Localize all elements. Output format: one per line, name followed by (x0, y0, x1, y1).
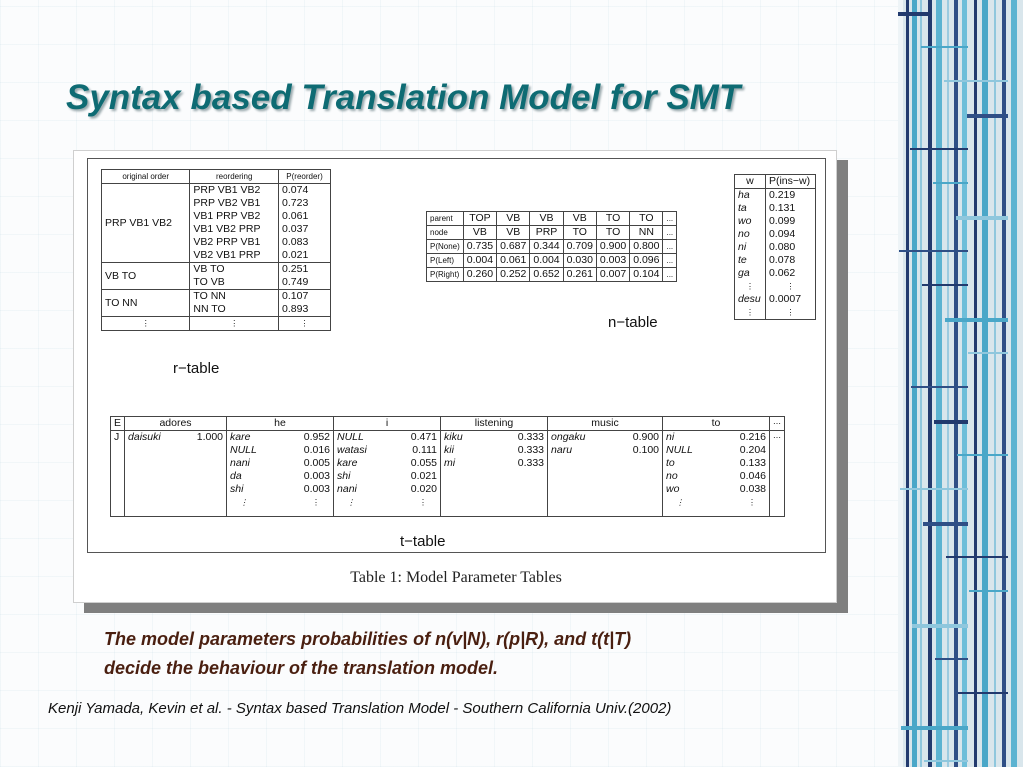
ellipsis: ⋮ (102, 317, 190, 331)
t-table-e-label: E (111, 417, 125, 431)
t-table-prob: 0.005 (303, 457, 331, 469)
t-table-prob: 0.952 (303, 431, 331, 443)
r-table (101, 169, 331, 331)
r-table-reordering: TO NN (193, 290, 226, 302)
ins-table-prob: 0.062 (768, 267, 796, 279)
n-table-node: VB (497, 226, 530, 240)
t-table-entry (337, 457, 437, 470)
ins-table-body (735, 189, 816, 320)
n-table-parent: TO (596, 212, 629, 226)
t-table-more: ⋯ (770, 417, 785, 431)
n-table-value: 0.030 (563, 254, 596, 268)
ins-table-word: desu (738, 293, 761, 305)
n-table-more: ... (663, 226, 677, 240)
n-table-value: 0.252 (497, 268, 530, 282)
n-table-value: 0.687 (497, 240, 530, 254)
slide-title: Syntax based Translation Model for SMT (66, 78, 741, 117)
t-table-japanese-word: daisuki (128, 431, 161, 443)
r-table-prob: 0.037 (282, 223, 309, 235)
r-table-original: PRP VB1 VB2 (102, 184, 190, 263)
ellipsis: ⋮ (419, 498, 428, 507)
n-table-value: 0.260 (463, 268, 496, 282)
t-table-japanese-word: da (230, 470, 242, 482)
ins-table-probs (765, 189, 815, 320)
t-table-prob: 0.055 (410, 457, 438, 469)
ins-table-prob: 0.131 (768, 202, 796, 214)
r-table-reordering: TO VB (193, 276, 225, 288)
n-table-value: 0.735 (463, 240, 496, 254)
t-table-translations (663, 431, 770, 517)
n-table-label: n−table (608, 314, 658, 331)
t-table-english-word: adores (125, 417, 227, 431)
n-table-value: 0.652 (530, 268, 563, 282)
ellipsis: ⋮ (190, 317, 279, 331)
t-table-prob: 0.333 (517, 457, 545, 469)
ins-table-word: ga (738, 267, 750, 279)
n-table-value: 0.709 (563, 240, 596, 254)
t-table-entry (337, 483, 437, 496)
t-table-japanese-word: kii (444, 444, 454, 456)
tables-frame (87, 158, 826, 553)
n-table-value: 0.003 (596, 254, 629, 268)
n-table-more: ... (663, 212, 677, 226)
t-table-prob: 0.016 (303, 444, 331, 456)
n-table-value: 0.096 (630, 254, 663, 268)
ins-table-word: wo (738, 215, 752, 227)
t-table-entry (230, 483, 330, 496)
ins-table-prob: 0.099 (768, 215, 796, 227)
r-table-prob: 0.021 (282, 249, 309, 261)
ins-table-prob: 0.080 (768, 241, 796, 253)
t-table-prob: 0.021 (410, 470, 438, 482)
r-table-reorderings (190, 263, 279, 290)
t-table-entry (666, 483, 766, 496)
ins-table-prob: 0.094 (768, 228, 796, 240)
ins-table-prob: 0.219 (768, 189, 796, 201)
r-table-reordering: VB1 VB2 PRP (193, 223, 261, 235)
t-table-entry (666, 457, 766, 470)
t-table-entry (230, 444, 330, 457)
ins-table-word: ni (738, 241, 747, 253)
t-table-english-row (111, 417, 785, 431)
r-table-reordering: VB1 PRP VB2 (193, 210, 261, 222)
r-table-prob: 0.083 (282, 236, 309, 248)
r-table-row (102, 290, 331, 317)
n-table-node: TO (563, 226, 596, 240)
ellipsis: ⋮ (745, 282, 754, 291)
n-table-row-label: P(None) (427, 240, 464, 254)
description-line-1: The model parameters probabilities of n(v|N), r(p|R), and t(t|T) (104, 629, 632, 649)
t-table-japanese-word: kare (230, 431, 251, 443)
t-table-prob: 0.003 (303, 483, 331, 495)
ellipsis: ⋮ (279, 317, 331, 331)
figure-caption: Table 1: Model Parameter Tables (350, 569, 562, 586)
r-table-prob: 0.251 (282, 263, 309, 275)
ellipsis: ⋮ (240, 498, 249, 507)
t-table-translations (227, 431, 334, 517)
t-table-entry (444, 457, 544, 470)
t-table-prob: 1.000 (196, 431, 224, 443)
t-table-entry (551, 431, 659, 444)
n-table-prob-row (427, 254, 677, 268)
r-table-reordering: NN TO (193, 303, 226, 315)
r-table-header-original: original order (102, 170, 190, 184)
r-table-reordering: PRP VB2 VB1 (193, 197, 261, 209)
model-parameter-figure (73, 150, 837, 603)
t-table-label: t−table (400, 533, 446, 550)
n-table-value: 0.007 (596, 268, 629, 282)
t-table-japanese-word: NULL (666, 444, 693, 456)
r-table-reordering: PRP VB1 VB2 (193, 184, 261, 196)
t-table-japanese-word: NULL (230, 444, 257, 456)
r-table-prob: 0.107 (282, 290, 309, 302)
t-table-japanese-word: mi (444, 457, 456, 469)
r-table-header-reordering: reordering (190, 170, 279, 184)
r-table-reordering: VB TO (193, 263, 225, 275)
t-table-english-word: i (334, 417, 441, 431)
r-table-probs (279, 263, 331, 290)
r-table-original: VB TO (102, 263, 190, 290)
t-table-j-label: J (111, 431, 125, 517)
t-table-more: ⋯ (770, 431, 785, 517)
t-table-translations (548, 431, 663, 517)
ins-table-header-word: w (735, 175, 766, 189)
n-table-node: TO (596, 226, 629, 240)
t-table (110, 416, 785, 517)
n-table-node: PRP (530, 226, 563, 240)
n-table-node: NN (630, 226, 663, 240)
ins-table-word: ta (738, 202, 747, 214)
t-table-japanese-word: NULL (337, 431, 364, 443)
t-table-prob: 0.100 (632, 444, 660, 456)
t-table-ellipsis-row (337, 496, 437, 509)
t-table-prob: 0.133 (739, 457, 767, 469)
t-table-entry (230, 470, 330, 483)
n-table-parent: VB (563, 212, 596, 226)
t-table-entry (666, 444, 766, 457)
t-table-entry (444, 431, 544, 444)
insertion-table (734, 174, 816, 320)
n-table (426, 211, 677, 282)
t-table-prob: 0.020 (410, 483, 438, 495)
t-table-entry (128, 431, 223, 444)
n-table-value: 0.344 (530, 240, 563, 254)
n-table-node: VB (463, 226, 496, 240)
r-table-ellipsis-row (102, 317, 331, 331)
t-table-english-word: music (548, 417, 663, 431)
n-table-parent: TOP (463, 212, 496, 226)
t-table-translations (441, 431, 548, 517)
n-table-value: 0.004 (530, 254, 563, 268)
description (104, 625, 631, 683)
r-table-reorderings (190, 290, 279, 317)
ins-table-header-prob: P(ins−w) (765, 175, 815, 189)
t-table-prob: 0.216 (739, 431, 767, 443)
ins-table-prob: 0.0007 (768, 293, 802, 305)
r-table-row (102, 184, 331, 263)
n-table-value: 0.004 (463, 254, 496, 268)
ins-table-header-row (735, 175, 816, 189)
t-table-japanese-word: nani (230, 457, 250, 469)
t-table-japanese-word: no (666, 470, 678, 482)
t-table-japanese-word: shi (337, 470, 351, 482)
ins-table-word: te (738, 254, 747, 266)
r-table-row (102, 263, 331, 290)
t-table-translations (125, 431, 227, 517)
r-table-prob: 0.723 (282, 197, 309, 209)
t-table-entry (337, 431, 437, 444)
r-table-original: TO NN (102, 290, 190, 317)
r-table-label: r−table (173, 360, 220, 377)
n-table-parent-label: parent (427, 212, 464, 226)
r-table-reorderings (190, 184, 279, 263)
ins-table-words (735, 189, 766, 320)
n-table-value: 0.900 (596, 240, 629, 254)
n-table-more: ... (663, 240, 677, 254)
t-table-japanese-word: wo (666, 483, 680, 495)
r-table-prob: 0.749 (282, 276, 309, 288)
ins-table-prob: 0.078 (768, 254, 796, 266)
decorative-border (898, 0, 1023, 767)
t-table-entry (666, 431, 766, 444)
n-table-prob-row (427, 268, 677, 282)
t-table-prob: 0.900 (632, 431, 660, 443)
description-line-2: decide the behaviour of the translation model. (104, 658, 499, 678)
n-table-row-label: P(Right) (427, 268, 464, 282)
t-table-entry (666, 470, 766, 483)
t-table-prob: 0.333 (517, 431, 545, 443)
n-table-parent: VB (497, 212, 530, 226)
n-table-row-label: P(Left) (427, 254, 464, 268)
t-table-japanese-word: naru (551, 444, 573, 456)
n-table-value: 0.061 (497, 254, 530, 268)
t-table-ellipsis-row (666, 496, 766, 509)
t-table-prob: 0.003 (303, 470, 331, 482)
n-table-value: 0.800 (630, 240, 663, 254)
r-table-prob: 0.893 (282, 303, 309, 315)
t-table-japanese-word: kare (337, 457, 358, 469)
t-table-entry (337, 470, 437, 483)
t-table-ellipsis-row (230, 496, 330, 509)
r-table-probs (279, 184, 331, 263)
t-table-japanese-word: watasi (337, 444, 367, 456)
n-table-more: ... (663, 268, 677, 282)
ellipsis: ⋮ (786, 308, 795, 317)
n-table-prob-row (427, 240, 677, 254)
t-table-prob: 0.111 (412, 444, 438, 456)
t-table-japanese-word: kiku (444, 431, 463, 443)
t-table-entry (230, 457, 330, 470)
t-table-entry (230, 431, 330, 444)
t-table-entry (337, 444, 437, 457)
r-table-reordering: VB2 VB1 PRP (193, 249, 261, 261)
ins-table-word: ha (738, 189, 750, 201)
r-table-reordering: VB2 PRP VB1 (193, 236, 261, 248)
t-table-prob: 0.204 (739, 444, 767, 456)
t-table-english-word: listening (441, 417, 548, 431)
r-table-probs (279, 290, 331, 317)
t-table-prob: 0.333 (517, 444, 545, 456)
ellipsis: ⋮ (676, 498, 685, 507)
ellipsis: ⋮ (312, 498, 321, 507)
ins-table-word: no (738, 228, 750, 240)
t-table-entry (444, 444, 544, 457)
t-table-japanese-word: ni (666, 431, 675, 443)
t-table-japanese-word: nani (337, 483, 357, 495)
n-table-parent: TO (630, 212, 663, 226)
r-table-prob: 0.074 (282, 184, 309, 196)
t-table-prob: 0.046 (739, 470, 767, 482)
t-table-japanese-row (111, 431, 785, 517)
ellipsis: ⋮ (786, 282, 795, 291)
n-table-parent: VB (530, 212, 563, 226)
t-table-prob: 0.038 (739, 483, 767, 495)
n-table-node-row (427, 226, 677, 240)
citation: Kenji Yamada, Kevin et al. - Syntax based Translation Model - Southern California Univ.(2002) (48, 700, 672, 717)
t-table-japanese-word: ongaku (551, 431, 586, 443)
t-table-english-word: to (663, 417, 770, 431)
n-table-node-label: node (427, 226, 464, 240)
t-table-translations (334, 431, 441, 517)
r-table-header-prob: P(reorder) (279, 170, 331, 184)
t-table-japanese-word: to (666, 457, 675, 469)
r-table-prob: 0.061 (282, 210, 309, 222)
n-table-more: ... (663, 254, 677, 268)
t-table-prob: 0.471 (410, 431, 438, 443)
n-table-parent-row (427, 212, 677, 226)
n-table-value: 0.261 (563, 268, 596, 282)
t-table-japanese-word: shi (230, 483, 244, 495)
ellipsis: ⋮ (748, 498, 757, 507)
t-table-english-word: he (227, 417, 334, 431)
ellipsis: ⋮ (745, 308, 754, 317)
t-table-entry (551, 444, 659, 457)
ellipsis: ⋮ (347, 498, 356, 507)
n-table-value: 0.104 (630, 268, 663, 282)
